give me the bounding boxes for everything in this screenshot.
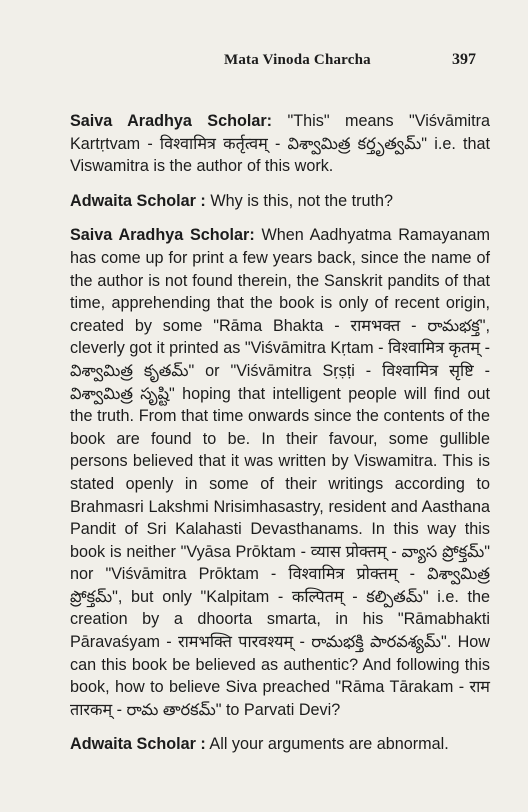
page-body — [70, 110, 490, 766]
page-number: 397 — [452, 51, 476, 68]
speaker-label: Saiva Aradhya Scholar: — [70, 226, 255, 245]
dialogue-paragraph — [70, 224, 490, 721]
dialogue-text: Why is this, not the truth? — [205, 191, 393, 210]
running-title: Mata Vinoda Charcha — [224, 52, 371, 68]
page-header — [0, 52, 528, 76]
dialogue-paragraph — [70, 190, 490, 213]
speaker-label: Adwaita Scholar : — [70, 191, 206, 210]
dialogue-paragraph — [70, 733, 490, 756]
dialogue-text: "This" means "Viśvāmitra Kartṛtvam - विश्वामित्र कर्तृत्वम् - విశ్వామిత్ర కర్తృత్వమ్" i.e. that Viswamitra is the author of this work. — [70, 112, 490, 176]
speaker-label: Adwaita Scholar : — [70, 735, 206, 754]
dialogue-text: When Aadhyatma Ramayanam has come up for print a few years back, since the name of the author is not found therein, the Sanskrit pandits of that time, apprehending that the book is only of recent origin, created by some "Rāma Bhakta - रामभक्त - రామభక్త", cleverly got it printed as "Viśvāmitra Kṛtam - विश्वामित्र कृतम् - విశ్వామిత్ర కృతమ్" or "Viśvāmitra Sṛṣṭi - विश्वामित्र सृष्टि - విశ్వామిత్ర సృష్టి" hoping that intelligent people will find out the truth. From that time onwards since the contents of the book are found to be. In their favour, some gullible persons believed that it was written by Viswamitra. This is stated openly in some of their writings according to Brahmasri Lakshmi Nrisimhasastry, resident and Aasthana Pandit of Sri Kalahasti Devasthanams. In this way this book is neither "Vyāsa Prōktam - व्यास प्रोक्तम् - వ్యాస ప్రోక్తమ్" nor "Viśvāmitra Prōktam - विश्वामित्र प्रोक्तम् - విశ్వామిత్ర ప్రోక్తమ్", but only "Kalpitam - कल्पितम् - కల్పితమ్" i.e. the creation by a dhoorta smarta, in his "Rāmabhakti Pāravaśyam - रामभक्ति पारवश्यम् - రామభక్తి పారవశ్యమ్". How can this book be believed as authentic? And following this book, how to believe Siva preached "Rāma Tārakam - राम तारकम् - రామ తారకమ్" to Parvati Devi? — [70, 226, 490, 719]
speaker-label: Saiva Aradhya Scholar: — [70, 112, 273, 130]
dialogue-paragraph — [70, 110, 490, 178]
dialogue-text: All your arguments are abnormal. — [205, 735, 449, 754]
